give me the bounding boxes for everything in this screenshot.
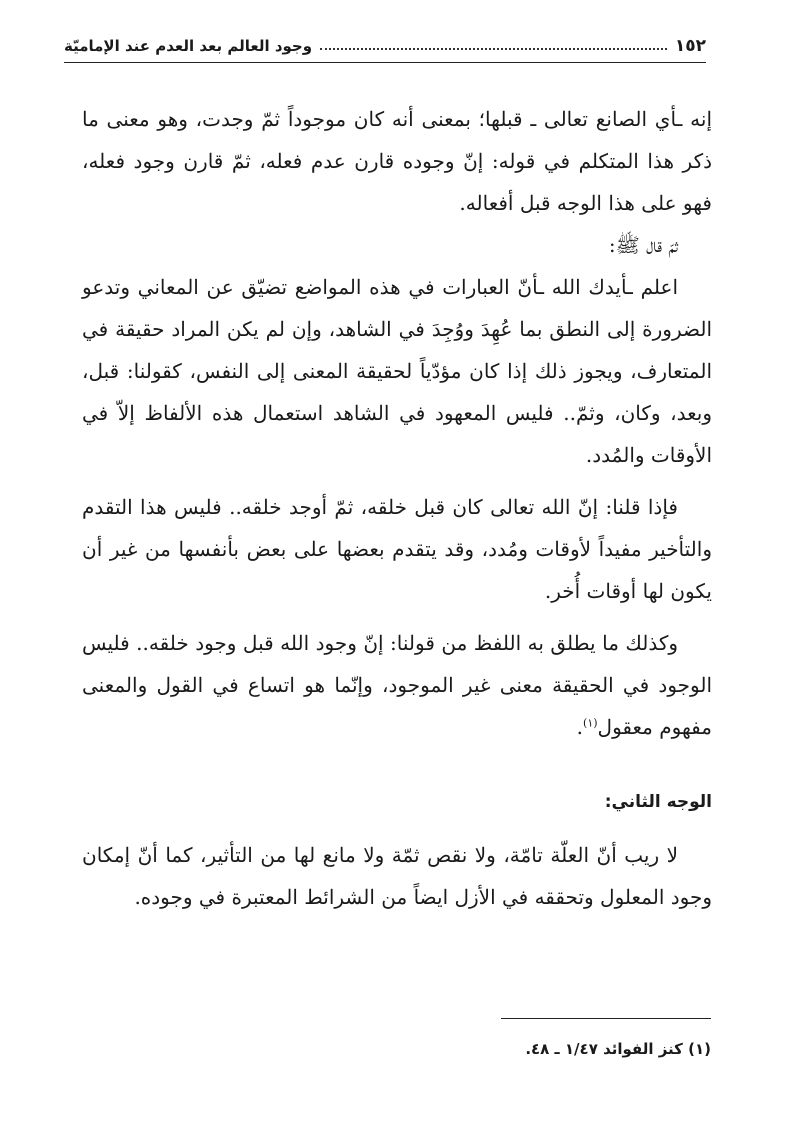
body-text <box>82 98 712 918</box>
footnote: (١) كنز الفوائد ١/٤٧ ـ ٤٨. <box>525 1040 711 1058</box>
footnote-reference[interactable]: (١) <box>583 716 598 730</box>
paragraph-5 <box>82 622 712 748</box>
paragraph-5-text: وكذلك ما يطلق به اللفظ من قولنا: إنّ وجود الله قبل وجود خلقه.. فليس الوجود في الحقيقة معنى غير الموجود، وإنّما هو اتساع في القول والمعنى مفهوم معقول <box>82 631 712 739</box>
running-header <box>64 34 706 58</box>
paragraph-5-end: . <box>576 715 584 739</box>
leader-dots <box>320 48 667 50</box>
header-rule <box>64 62 706 63</box>
paragraph-4: فإذا قلنا: إنّ الله تعالى كان قبل خلقه، ثمّ أوجد خلقه.. فليس هذا التقدم والتأخير مفيداً لأوقات ومُدد، وقد يتقدم بعضها على بعض بأنفسها من غير أن يكون لها أوقات أُخر. <box>82 495 712 603</box>
running-title: وجود العالم بعد العدم عند الإماميّة <box>64 37 313 55</box>
page-number: ١٥٢ <box>674 36 706 56</box>
section-heading: الوجه الثاني: <box>604 792 712 812</box>
paragraph-2: ثمّ قال ﷺ: <box>608 233 678 257</box>
paragraph-1: إنه ـأي الصانع تعالى ـ قبلها؛ بمعنى أنه كان موجوداً ثمّ وجدت، وهو معنى ما ذكر هذا المتكلم في قوله: إنّ وجوده قارن عدم فعله، ثمّ قارن وجود فعله، فهو على هذا الوجه قبل أفعاله. <box>82 107 712 215</box>
footnote-rule <box>501 1018 711 1019</box>
paragraph-6: لا ريب أنّ العلّة تامّة، ولا نقص ثمّة ولا مانع لها من التأثير، كما أنّ إمكان وجود المعلول وتحققه في الأزل ايضاً من الشرائط المعتبرة في وجوده. <box>82 843 712 909</box>
paragraph-3: اعلم ـأيدك الله ـأنّ العبارات في هذه المواضع تضيّق عن المعاني وتدعو الضرورة إلى النطق بما عُهِدَ ووُجِدَ في الشاهد، وإن لم يكن المراد حقيقة في المتعارف، ويجوز ذلك إذا كان مؤدّياً لحقيقة المعنى إلى النفس، كقولنا: قبل، وبعد، وكان، وثمّ.. فليس المعهود في الشاهد استعمال هذه الألفاظ إلاّ في الأوقات والمُدد. <box>82 275 713 467</box>
